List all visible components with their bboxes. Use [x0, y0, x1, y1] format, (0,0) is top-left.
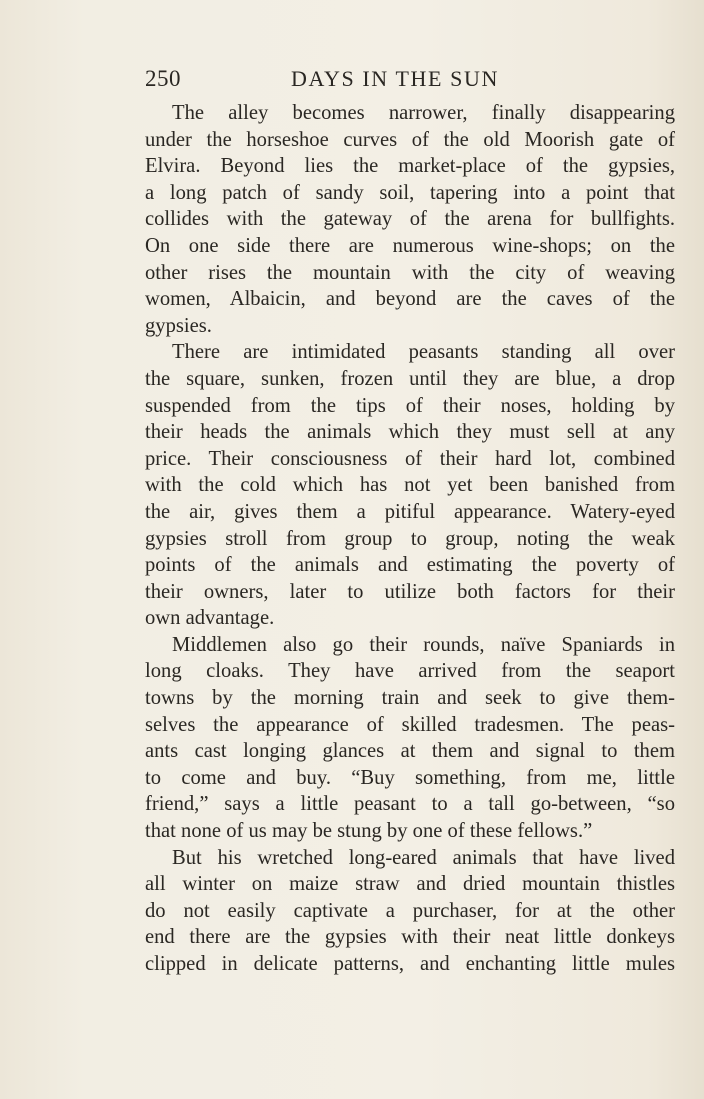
- text-line: Middlemen also go their rounds, naïve Spaniards in: [172, 633, 675, 656]
- text-line: towns by the morning train and seek to give them-: [145, 687, 675, 710]
- text-line: But his wretched long-eared animals that have lived: [172, 846, 675, 869]
- paragraph-2: [145, 339, 675, 632]
- paragraph-3: [145, 632, 675, 845]
- text-line: price. Their consciousness of their hard lot, combined: [145, 447, 675, 470]
- page-header: [145, 66, 675, 96]
- text-line: points of the animals and estimating the poverty of: [145, 554, 675, 577]
- text-line: friend,” says a little peasant to a tall go-between, “so: [145, 793, 675, 816]
- text-line: suspended from the tips of their noses, holding by: [145, 394, 675, 417]
- body-text: [145, 100, 675, 978]
- text-line: their heads the animals which they must sell at any: [145, 421, 675, 444]
- text-line: other rises the mountain with the city of weaving: [145, 261, 675, 284]
- text-line: gypsies stroll from group to group, noting the weak: [145, 527, 675, 550]
- text-line: collides with the gateway of the arena for bullfights.: [145, 208, 675, 231]
- text-line: all winter on maize straw and dried mountain thistles: [145, 873, 675, 896]
- text-line: their owners, later to utilize both factors for their: [145, 580, 675, 603]
- text-line: do not easily captivate a purchaser, for at the other: [145, 899, 675, 922]
- paragraph-4: [145, 845, 675, 978]
- text-line: under the horseshoe curves of the old Moorish gate of: [145, 128, 675, 151]
- page-number: 250: [145, 66, 181, 91]
- text-line: clipped in delicate patterns, and enchanting little mules: [145, 953, 675, 975]
- text-line: selves the appearance of skilled tradesmen. The peas-: [145, 713, 675, 736]
- text-line: the air, gives them a pitiful appearance. Watery-eyed: [145, 500, 675, 523]
- running-title: DAYS IN THE SUN: [291, 66, 499, 91]
- text-line: to come and buy. “Buy something, from me, little: [145, 766, 675, 789]
- text-line: Elvira. Beyond lies the market-place of the gypsies,: [145, 155, 675, 178]
- text-line: end there are the gypsies with their neat little donkeys: [145, 926, 675, 949]
- text-line: ants cast longing glances at them and signal to them: [145, 740, 675, 763]
- paragraph-1: [145, 100, 675, 339]
- text-line: There are intimidated peasants standing all over: [172, 341, 675, 364]
- text-line: own advantage.: [145, 607, 275, 630]
- text-line: a long patch of sandy soil, tapering into a point that: [145, 181, 675, 204]
- text-line: that none of us may be stung by one of these fellows.”: [145, 820, 593, 843]
- text-line: with the cold which has not yet been banished from: [145, 474, 675, 497]
- text-line: women, Albaicin, and beyond are the caves of the: [145, 288, 675, 311]
- text-line: the square, sunken, frozen until they are blue, a drop: [145, 367, 675, 390]
- text-line: gypsies.: [145, 314, 212, 337]
- text-line: On one side there are numerous wine-shops; on the: [145, 234, 675, 257]
- text-line: The alley becomes narrower, finally disappearing: [172, 102, 675, 124]
- text-line: long cloaks. They have arrived from the seaport: [145, 660, 675, 683]
